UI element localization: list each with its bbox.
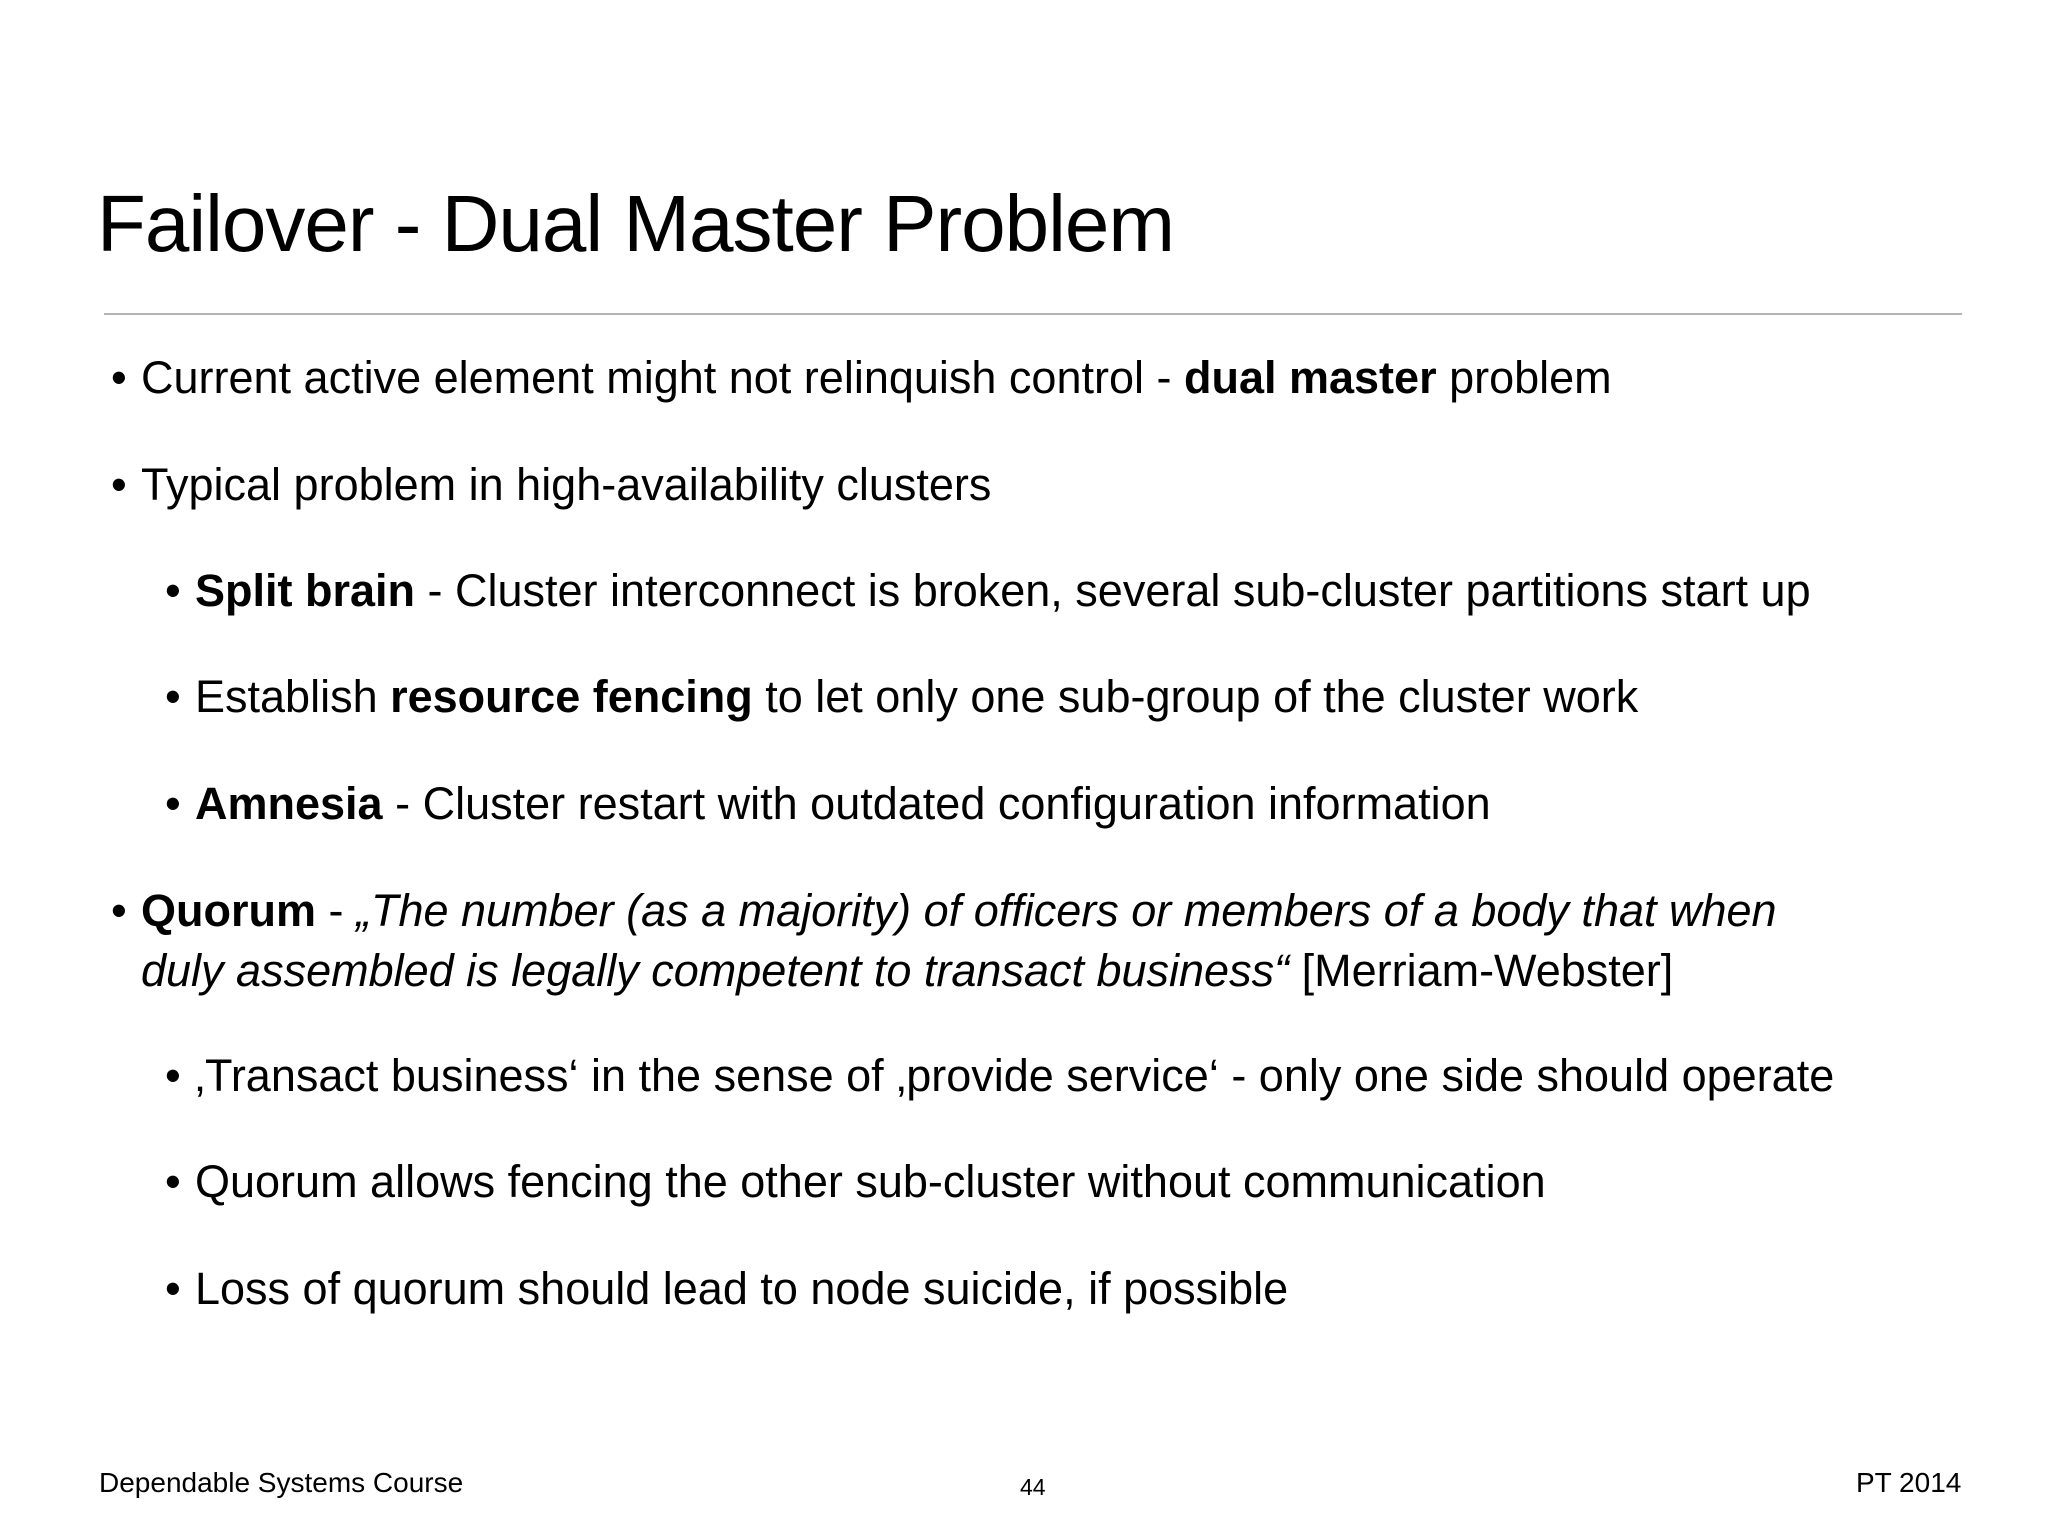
bullet-marker: •	[165, 778, 181, 829]
bullet-text: to let only one sub-group of the cluster work	[752, 671, 1639, 722]
bullet-bold-term: dual master	[1183, 352, 1437, 403]
bullet-marker: •	[111, 352, 127, 403]
bullet-marker: •	[165, 1050, 181, 1101]
quorum-definition-line1: „The number (as a majority) of officers or members of a body that when	[356, 885, 1777, 936]
bullet-item-quorum	[111, 881, 1777, 941]
bullet-text: Typical problem in high-availability clusters	[141, 459, 992, 510]
bullet-item-quorum-continuation	[141, 941, 1673, 1001]
footer-term: PT 2014	[1856, 1467, 1962, 1498]
slide-title: Failover - Dual Master Problem	[97, 179, 1174, 268]
footer-page-number: 44	[1020, 1474, 1046, 1500]
bullet-marker: •	[111, 885, 127, 936]
title-divider	[104, 313, 1962, 315]
bullet-bold-term: Amnesia	[195, 778, 383, 829]
bullet-text: -	[316, 885, 356, 936]
subbullet-item-transact-business	[165, 1046, 1835, 1106]
bullet-text: - Cluster restart with outdated configuration information	[382, 778, 1491, 829]
bullet-marker: •	[165, 1263, 181, 1314]
subbullet-item-split-brain	[165, 561, 1811, 621]
bullet-text: Establish	[195, 671, 391, 722]
subbullet-item-quorum-fencing	[165, 1152, 1546, 1212]
bullet-text: Loss of quorum should lead to node suicide, if possible	[195, 1263, 1289, 1314]
bullet-text: problem	[1436, 352, 1612, 403]
quorum-definition-line2: duly assembled is legally competent to transact business“	[141, 945, 1290, 996]
bullet-text: Current active element might not relinquish control -	[141, 352, 1184, 403]
bullet-text: - Cluster interconnect is broken, several sub-cluster partitions start up	[415, 565, 1811, 616]
bullet-item-dual-master	[111, 348, 1612, 408]
subbullet-item-loss-of-quorum	[165, 1259, 1289, 1319]
citation-text: [Merriam-Webster]	[1289, 945, 1674, 996]
footer-course-name: Dependable Systems Course	[99, 1467, 464, 1498]
bullet-marker: •	[165, 1156, 181, 1207]
bullet-bold-term: Quorum	[141, 885, 316, 936]
subbullet-item-resource-fencing	[165, 667, 1639, 727]
bullet-marker: •	[165, 671, 181, 722]
bullet-bold-term: Split brain	[195, 565, 416, 616]
bullet-text: ‚Transact business‘ in the sense of ‚provide service‘ - only one side should operate	[195, 1050, 1835, 1101]
bullet-bold-term: resource fencing	[390, 671, 753, 722]
bullet-item-typical-problem	[111, 455, 992, 515]
bullet-text: Quorum allows fencing the other sub-cluster without communication	[195, 1156, 1546, 1207]
bullet-marker: •	[165, 565, 181, 616]
bullet-marker: •	[111, 459, 127, 510]
subbullet-item-amnesia	[165, 774, 1491, 834]
